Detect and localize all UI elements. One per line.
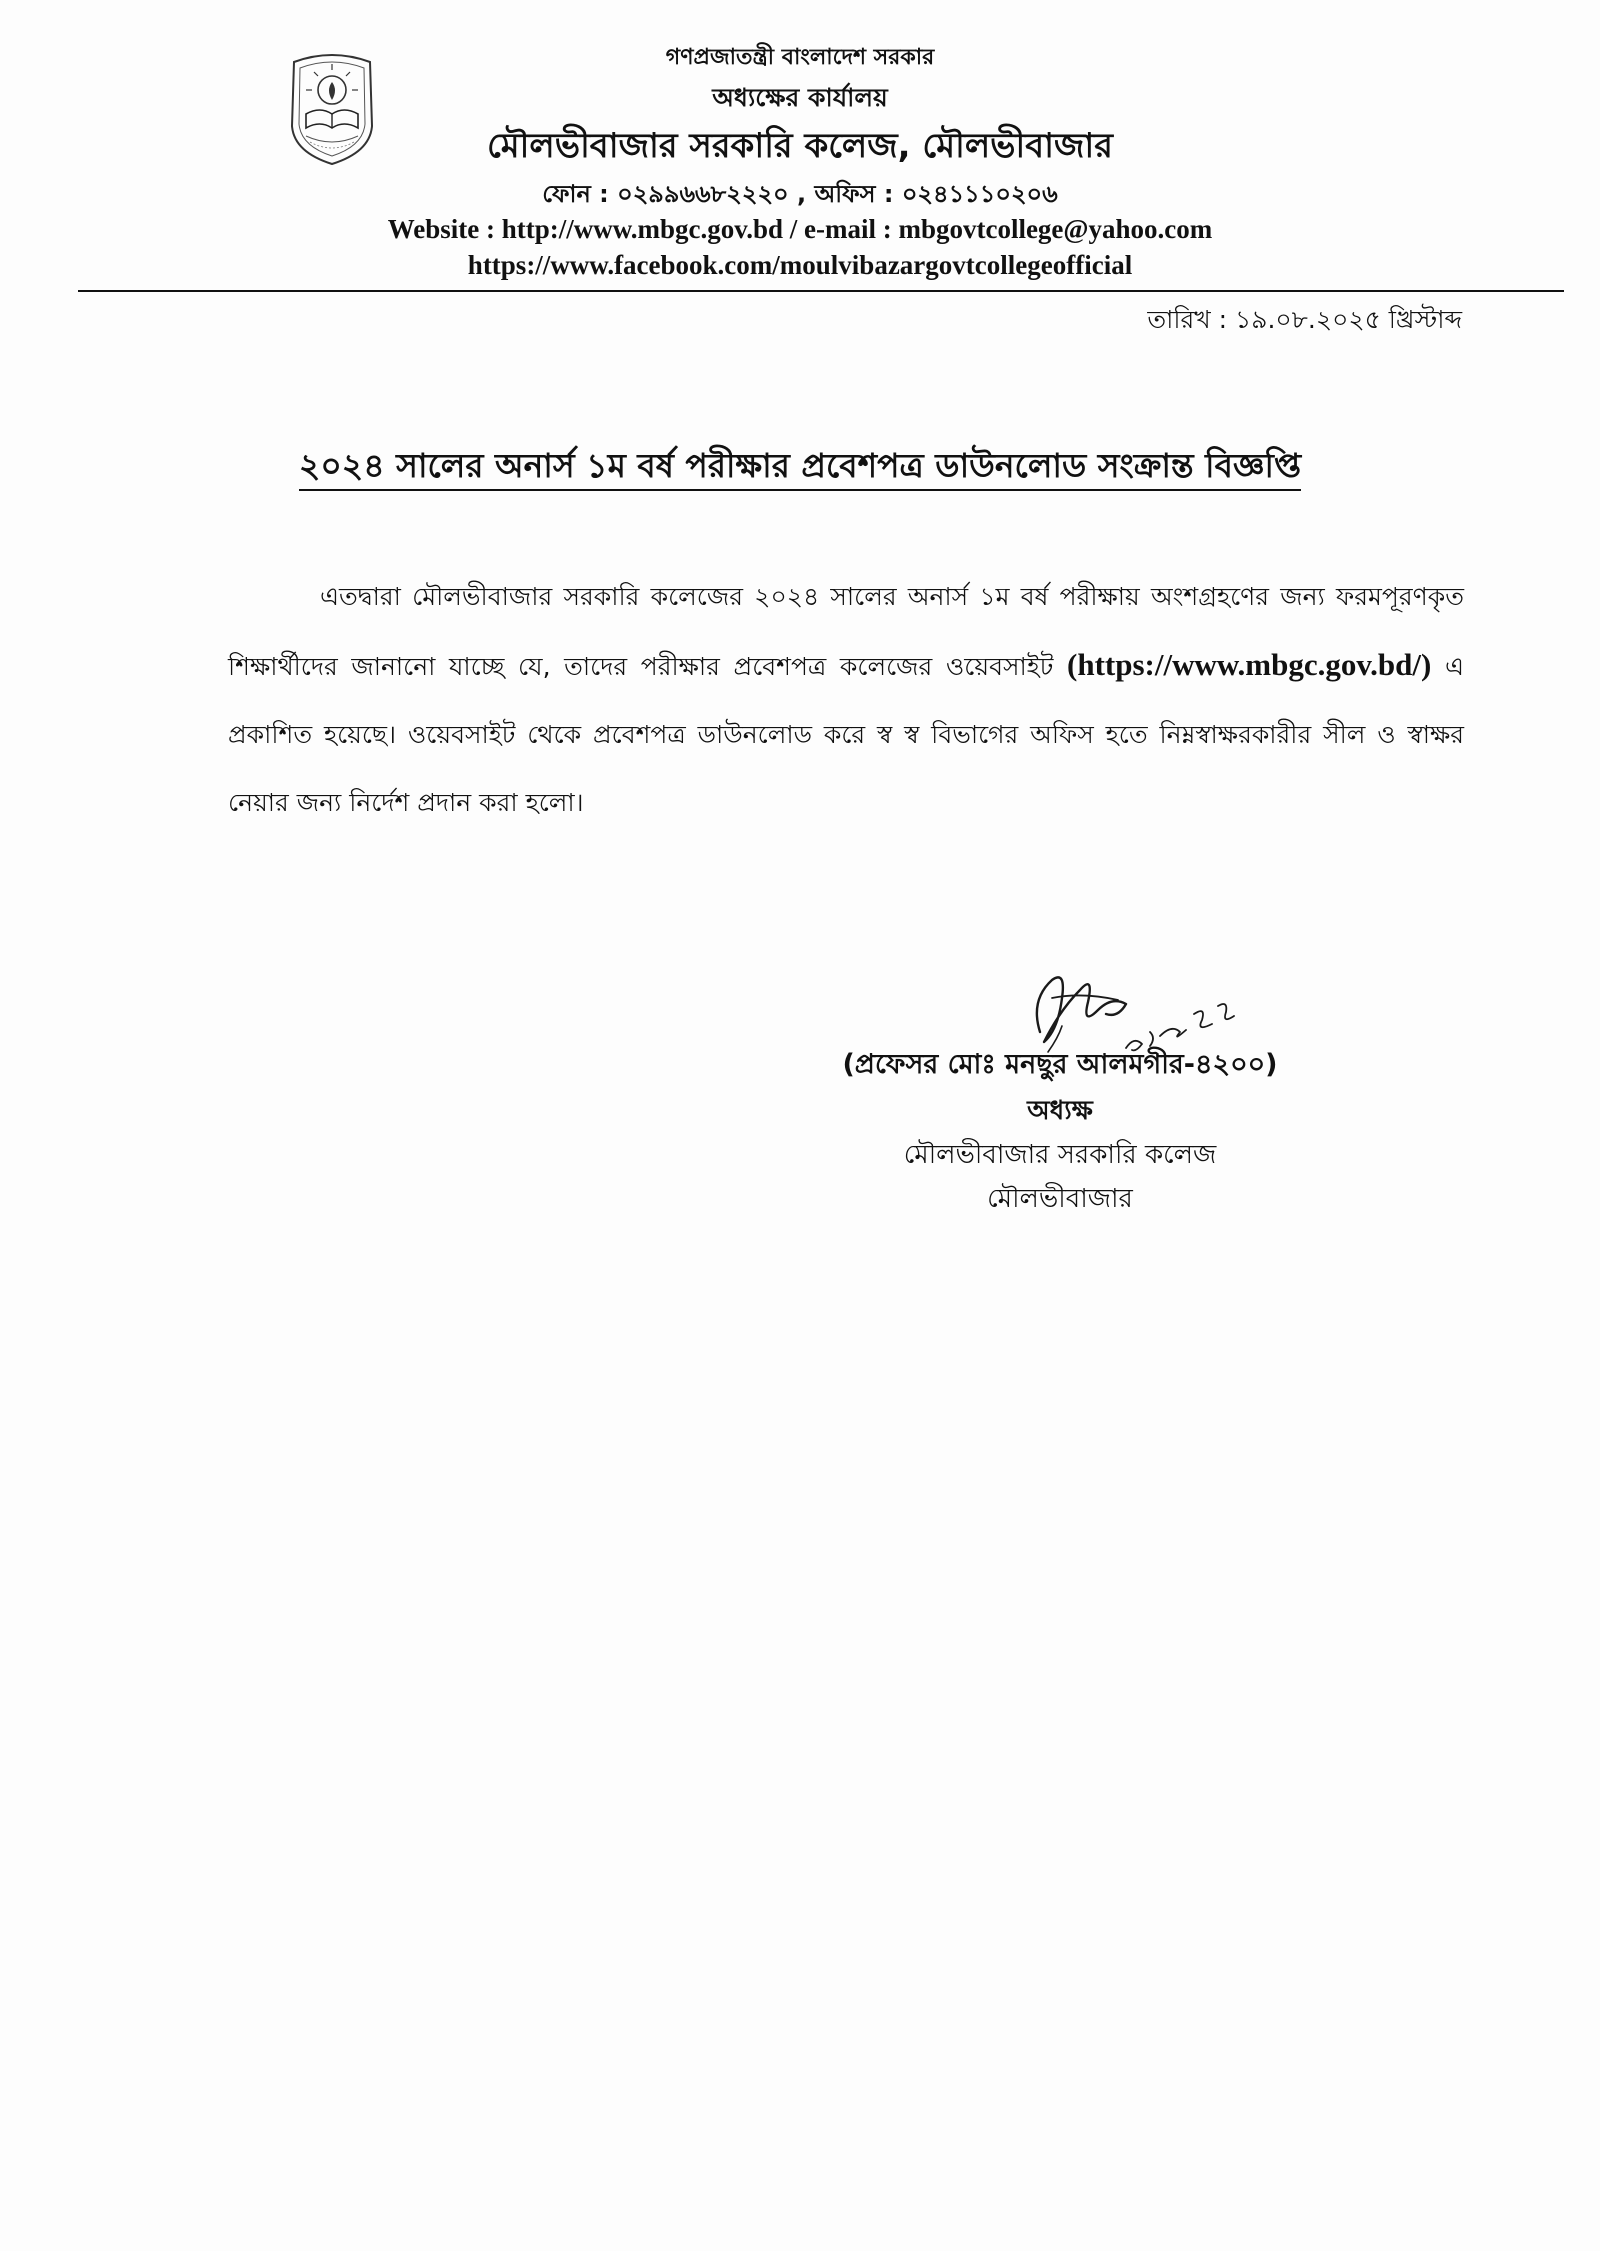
phone-line: ফোন : ০২৯৯৬৬৮২২২০ , অফিস : ০২৪১১১০২০৬ <box>542 180 1058 208</box>
website-url[interactable]: (https://www.mbgc.gov.bd/) <box>1067 647 1432 682</box>
signatory-name: (প্রফেসর মোঃ মনছুর আলমগীর-৪২০০) <box>842 1049 1278 1080</box>
signatory-designation: অধ্যক্ষ <box>1027 1096 1093 1126</box>
signatory-college: মৌলভীবাজার সরকারি কলেজ <box>903 1140 1217 1170</box>
office-name: অধ্যক্ষের কার্যালয় <box>712 83 888 112</box>
notice-body <box>228 563 1464 837</box>
notice-title <box>0 440 1600 496</box>
signatory-place: মৌলভীবাজার <box>987 1184 1133 1214</box>
body-text-part2: এ প্রকাশিত হয়েছে। ওয়েবসাইট থেকে প্রবেশপত্র ডাউনলোড করে স্ব স্ব বিভাগের অফিস হতে নিম্নস্বাক্ষরকারীর সীল ও স্বাক্ষর নেয়ার জন্য নির্দেশ প্রদান করা হলো। <box>228 652 1464 817</box>
college-name: মৌলভীবাজার সরকারি কলেজ, মৌলভীবাজার <box>487 126 1113 166</box>
body-text-part1: এতদ্বারা মৌলভীবাজার সরকারি কলেজের ২০২৪ সালের অনার্স ১ম বর্ষ পরীক্ষায় অংশগ্রহণের জন্য ফরমপূরণকৃত শিক্ষার্থীদের জানানো যাচ্ছে যে, তাদের পরীক্ষার প্রবেশপত্র কলেজের ওয়েবসাইট <box>228 582 1464 681</box>
government-name: গণপ্রজাতন্ত্রী বাংলাদেশ সরকার <box>665 45 935 70</box>
notice-date: তারিখ : ১৯.০৮.২০২৫ খ্রিস্টাব্দ <box>1147 305 1462 334</box>
notice-title-text: ২০২৪ সালের অনার্স ১ম বর্ষ পরীক্ষার প্রবেশপত্র ডাউনলোড সংক্রান্ত বিজ্ঞপ্তি <box>299 446 1301 491</box>
website-email-line[interactable]: Website : http://www.mbgc.gov.bd / e-mail : mbgovtcollege@yahoo.com <box>387 214 1213 244</box>
header-divider <box>78 290 1564 292</box>
facebook-link[interactable]: https://www.facebook.com/moulvibazargovtcollegeofficial <box>467 250 1133 280</box>
